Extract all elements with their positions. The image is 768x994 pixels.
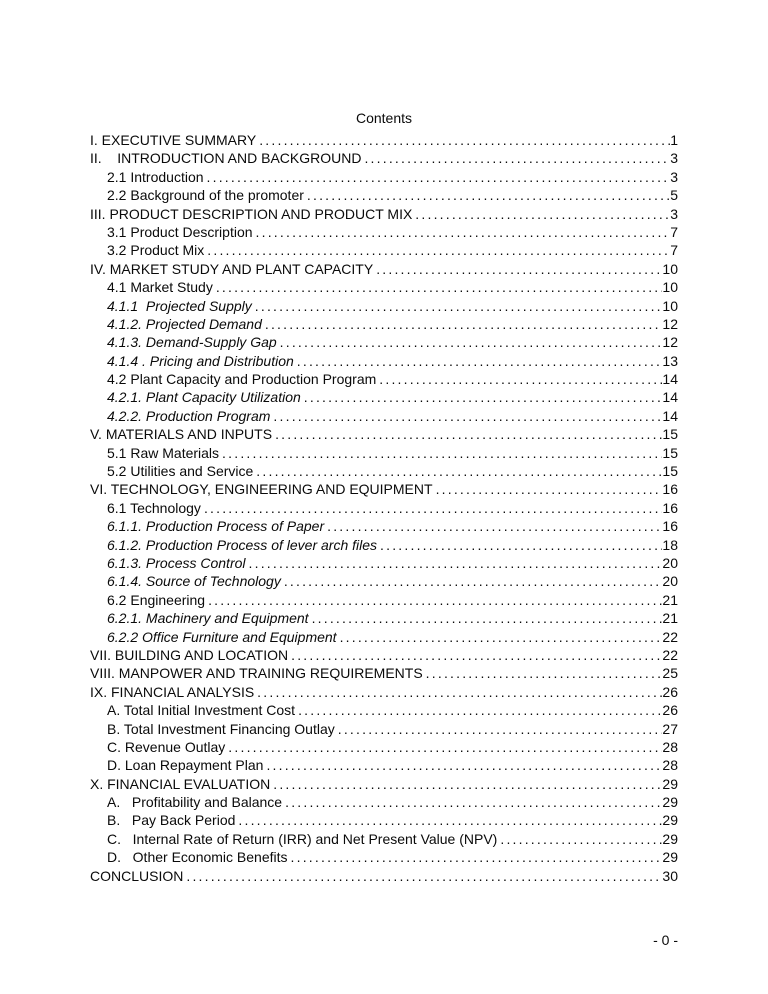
- toc-entry-page: 12: [662, 334, 678, 351]
- toc-entry-label: 4.1.1 Projected Supply: [107, 297, 252, 314]
- toc-entry-label: CONCLUSION: [90, 867, 184, 884]
- toc-dot-leader: [254, 683, 662, 701]
- toc-dot-leader: [309, 609, 663, 627]
- toc-entry-label: 6.2.1. Machinery and Equipment: [107, 610, 309, 627]
- toc-entry-page: 1: [670, 132, 678, 148]
- toc-entry-page: 29: [662, 775, 678, 792]
- toc-dot-leader: [282, 793, 662, 811]
- toc-entry-page: 14: [662, 371, 678, 388]
- toc-entry-label: 2.2 Background of the promoter: [107, 187, 304, 204]
- toc-list: [90, 131, 678, 885]
- toc-entry[interactable]: [90, 738, 678, 756]
- toc-entry[interactable]: [90, 315, 678, 333]
- toc-entry-label: 3.2 Product Mix: [107, 242, 205, 259]
- toc-entry[interactable]: [90, 278, 678, 296]
- toc-entry[interactable]: [90, 241, 678, 259]
- toc-entry-label: 4.1.3. Demand-Supply Gap: [107, 334, 277, 351]
- toc-entry-label: 2.1 Introduction: [107, 168, 204, 185]
- toc-dot-leader: [183, 867, 662, 885]
- toc-entry[interactable]: [90, 867, 678, 885]
- toc-entry-page: 29: [662, 794, 678, 811]
- toc-entry-label: 5.2 Utilities and Service: [107, 463, 254, 480]
- toc-entry[interactable]: [90, 407, 678, 425]
- toc-entry-page: 5: [670, 187, 678, 204]
- toc-entry-page: 21: [662, 591, 678, 608]
- toc-entry-page: 16: [662, 499, 678, 516]
- toc-entry-label: B. Pay Back Period: [107, 812, 236, 829]
- toc-entry-label: A. Total Initial Investment Cost: [107, 702, 296, 719]
- toc-entry-page: 27: [662, 720, 678, 737]
- toc-entry[interactable]: [90, 480, 678, 498]
- toc-section: [90, 109, 678, 885]
- toc-dot-leader: [337, 628, 663, 646]
- toc-dot-leader: [295, 701, 662, 719]
- toc-entry[interactable]: [90, 388, 678, 406]
- toc-entry-label: VIII. MANPOWER AND TRAINING REQUIREMENTS: [90, 665, 423, 682]
- toc-entry[interactable]: [90, 186, 678, 204]
- toc-entry-page: 28: [662, 738, 678, 755]
- toc-entry-page: 7: [670, 223, 678, 240]
- toc-entry-label: 6.1 Technology: [107, 499, 201, 516]
- toc-dot-leader: [246, 554, 663, 572]
- toc-dot-leader: [304, 186, 670, 204]
- contents-title: Contents: [355, 110, 413, 126]
- toc-entry[interactable]: [90, 223, 678, 241]
- toc-entry[interactable]: [90, 775, 678, 793]
- toc-dot-leader: [376, 370, 662, 388]
- toc-entry-page: 18: [662, 536, 678, 553]
- toc-dot-leader: [433, 480, 663, 498]
- toc-entry-label: 6.2.2 Office Furniture and Equipment: [107, 628, 337, 645]
- toc-entry-page: 13: [662, 352, 678, 369]
- toc-entry-page: 26: [662, 702, 678, 719]
- toc-entry[interactable]: [90, 425, 678, 443]
- toc-dot-leader: [288, 646, 662, 664]
- toc-entry-label: 4.1.4 . Pricing and Distribution: [107, 352, 294, 369]
- toc-dot-leader: [277, 333, 663, 351]
- toc-entry-label: A. Profitability and Balance: [107, 794, 283, 811]
- toc-entry[interactable]: [90, 848, 678, 866]
- toc-entry-page: 10: [662, 260, 678, 277]
- toc-entry-label: 4.1.2. Projected Demand: [107, 315, 262, 332]
- toc-entry-page: 7: [670, 242, 678, 259]
- toc-dot-leader: [205, 591, 662, 609]
- toc-dot-leader: [201, 499, 662, 517]
- toc-entry-label: 4.2.2. Production Program: [107, 407, 271, 424]
- toc-entry-page: 15: [662, 426, 678, 443]
- toc-entry[interactable]: [90, 646, 678, 664]
- toc-entry-page: 21: [662, 610, 678, 627]
- toc-entry-page: 10: [662, 279, 678, 296]
- toc-entry-label: VII. BUILDING AND LOCATION: [90, 646, 289, 663]
- toc-entry[interactable]: [90, 572, 678, 590]
- toc-entry-label: II. INTRODUCTION AND BACKGROUND: [90, 150, 362, 167]
- toc-entry-label: 6.1.1. Production Process of Paper: [107, 518, 325, 535]
- toc-entry[interactable]: [90, 205, 678, 223]
- toc-entry-page: 15: [662, 463, 678, 480]
- toc-entry-page: 20: [662, 573, 678, 590]
- toc-entry[interactable]: [90, 720, 678, 738]
- toc-entry[interactable]: [90, 628, 678, 646]
- toc-dot-leader: [262, 315, 663, 333]
- toc-dot-leader: [412, 205, 670, 223]
- toc-entry-label: VI. TECHNOLOGY, ENGINEERING AND EQUIPMENT: [90, 481, 433, 498]
- toc-entry[interactable]: [90, 444, 678, 462]
- toc-entry-label: 4.1 Market Study: [107, 279, 213, 296]
- toc-entry-page: 14: [662, 407, 678, 424]
- toc-dot-leader: [294, 352, 663, 370]
- toc-dot-leader: [235, 811, 662, 829]
- toc-entry-label: I. EXECUTIVE SUMMARY: [90, 132, 257, 148]
- toc-entry-page: 3: [670, 205, 678, 222]
- toc-dot-leader: [361, 149, 670, 167]
- toc-entry-page: 3: [670, 168, 678, 185]
- toc-dot-leader: [219, 444, 662, 462]
- toc-entry-page: 16: [662, 481, 678, 498]
- toc-entry-label: 3.1 Product Description: [107, 223, 253, 240]
- toc-entry-label: III. PRODUCT DESCRIPTION AND PRODUCT MIX: [90, 205, 413, 222]
- toc-entry-label: 6.1.2. Production Process of lever arch files: [107, 536, 378, 553]
- toc-entry-page: 26: [662, 683, 678, 700]
- toc-entry[interactable]: [90, 297, 678, 315]
- toc-entry-label: 4.2 Plant Capacity and Production Program: [107, 371, 377, 388]
- toc-entry[interactable]: [90, 609, 678, 627]
- toc-entry[interactable]: [90, 131, 678, 149]
- toc-entry-label: V. MATERIALS AND INPUTS: [90, 426, 273, 443]
- toc-entry-page: 16: [662, 518, 678, 535]
- toc-dot-leader: [423, 664, 663, 682]
- toc-entry-page: 28: [662, 757, 678, 774]
- toc-entry-page: 22: [662, 628, 678, 645]
- toc-dot-leader: [270, 407, 662, 425]
- toc-entry-label: 5.1 Raw Materials: [107, 444, 220, 461]
- toc-dot-leader: [263, 756, 662, 774]
- toc-dot-leader: [272, 425, 662, 443]
- toc-entry[interactable]: [90, 333, 678, 351]
- toc-dot-leader: [377, 536, 662, 554]
- toc-dot-leader: [301, 388, 663, 406]
- toc-entry[interactable]: [90, 260, 678, 278]
- toc-entry[interactable]: [90, 756, 678, 774]
- toc-dot-leader: [281, 572, 663, 590]
- toc-entry-page: 10: [662, 297, 678, 314]
- toc-entry[interactable]: [90, 517, 678, 535]
- toc-dot-leader: [213, 278, 663, 296]
- toc-entry[interactable]: [90, 149, 678, 167]
- toc-entry-label: D. Loan Repayment Plan: [107, 757, 264, 774]
- toc-dot-leader: [252, 297, 663, 315]
- toc-entry[interactable]: [90, 554, 678, 572]
- toc-entry-label: B. Total Investment Financing Outlay: [107, 720, 335, 737]
- toc-entry[interactable]: [90, 683, 678, 701]
- toc-dot-leader: [288, 848, 663, 866]
- toc-entry[interactable]: [90, 701, 678, 719]
- toc-entry-page: 29: [662, 849, 678, 866]
- toc-entry-page: 12: [662, 315, 678, 332]
- toc-entry-label: C. Revenue Outlay: [107, 738, 226, 755]
- toc-entry[interactable]: [90, 462, 678, 480]
- toc-dot-leader: [256, 131, 670, 149]
- toc-entry-label: X. FINANCIAL EVALUATION: [90, 775, 271, 792]
- toc-dot-leader: [204, 168, 671, 186]
- toc-entry-page: 3: [670, 150, 678, 167]
- toc-dot-leader: [270, 775, 662, 793]
- toc-entry[interactable]: [90, 793, 678, 811]
- toc-entry-label: 6.1.4. Source of Technology: [107, 573, 281, 590]
- toc-entry[interactable]: [90, 536, 678, 554]
- toc-entry-page: 15: [662, 444, 678, 461]
- toc-entry-page: 29: [662, 812, 678, 829]
- toc-entry[interactable]: [90, 168, 678, 186]
- toc-dot-leader: [497, 830, 662, 848]
- toc-entry-label: IV. MARKET STUDY AND PLANT CAPACITY: [90, 260, 374, 277]
- toc-entry-label: 6.1.3. Process Control: [107, 554, 246, 571]
- toc-dot-leader: [253, 223, 671, 241]
- toc-entry[interactable]: [90, 664, 678, 682]
- toc-entry[interactable]: [90, 591, 678, 609]
- toc-entry[interactable]: [90, 830, 678, 848]
- toc-dot-leader: [324, 517, 662, 535]
- toc-dot-leader: [204, 241, 670, 259]
- toc-entry-page: 22: [662, 646, 678, 663]
- toc-entry-label: IX. FINANCIAL ANALYSIS: [90, 683, 255, 700]
- toc-entry-page: 20: [662, 554, 678, 571]
- toc-entry-label: 6.2 Engineering: [107, 591, 206, 608]
- page-number-footer: - 0 -: [653, 932, 678, 948]
- toc-entry[interactable]: [90, 811, 678, 829]
- toc-entry[interactable]: [90, 499, 678, 517]
- toc-entry[interactable]: [90, 352, 678, 370]
- toc-dot-leader: [225, 738, 662, 756]
- toc-dot-leader: [335, 720, 663, 738]
- toc-dot-leader: [373, 260, 662, 278]
- toc-entry-label: 4.2.1. Plant Capacity Utilization: [107, 389, 301, 406]
- toc-entry-label: D. Other Economic Benefits: [107, 849, 288, 866]
- toc-entry-page: 30: [662, 867, 678, 884]
- toc-entry[interactable]: [90, 370, 678, 388]
- toc-dot-leader: [253, 462, 662, 480]
- toc-entry-page: 25: [662, 665, 678, 682]
- toc-entry-page: 14: [662, 389, 678, 406]
- toc-entry-page: 29: [662, 830, 678, 847]
- toc-entry-label: C. Internal Rate of Return (IRR) and Net Present Value (NPV): [107, 830, 498, 847]
